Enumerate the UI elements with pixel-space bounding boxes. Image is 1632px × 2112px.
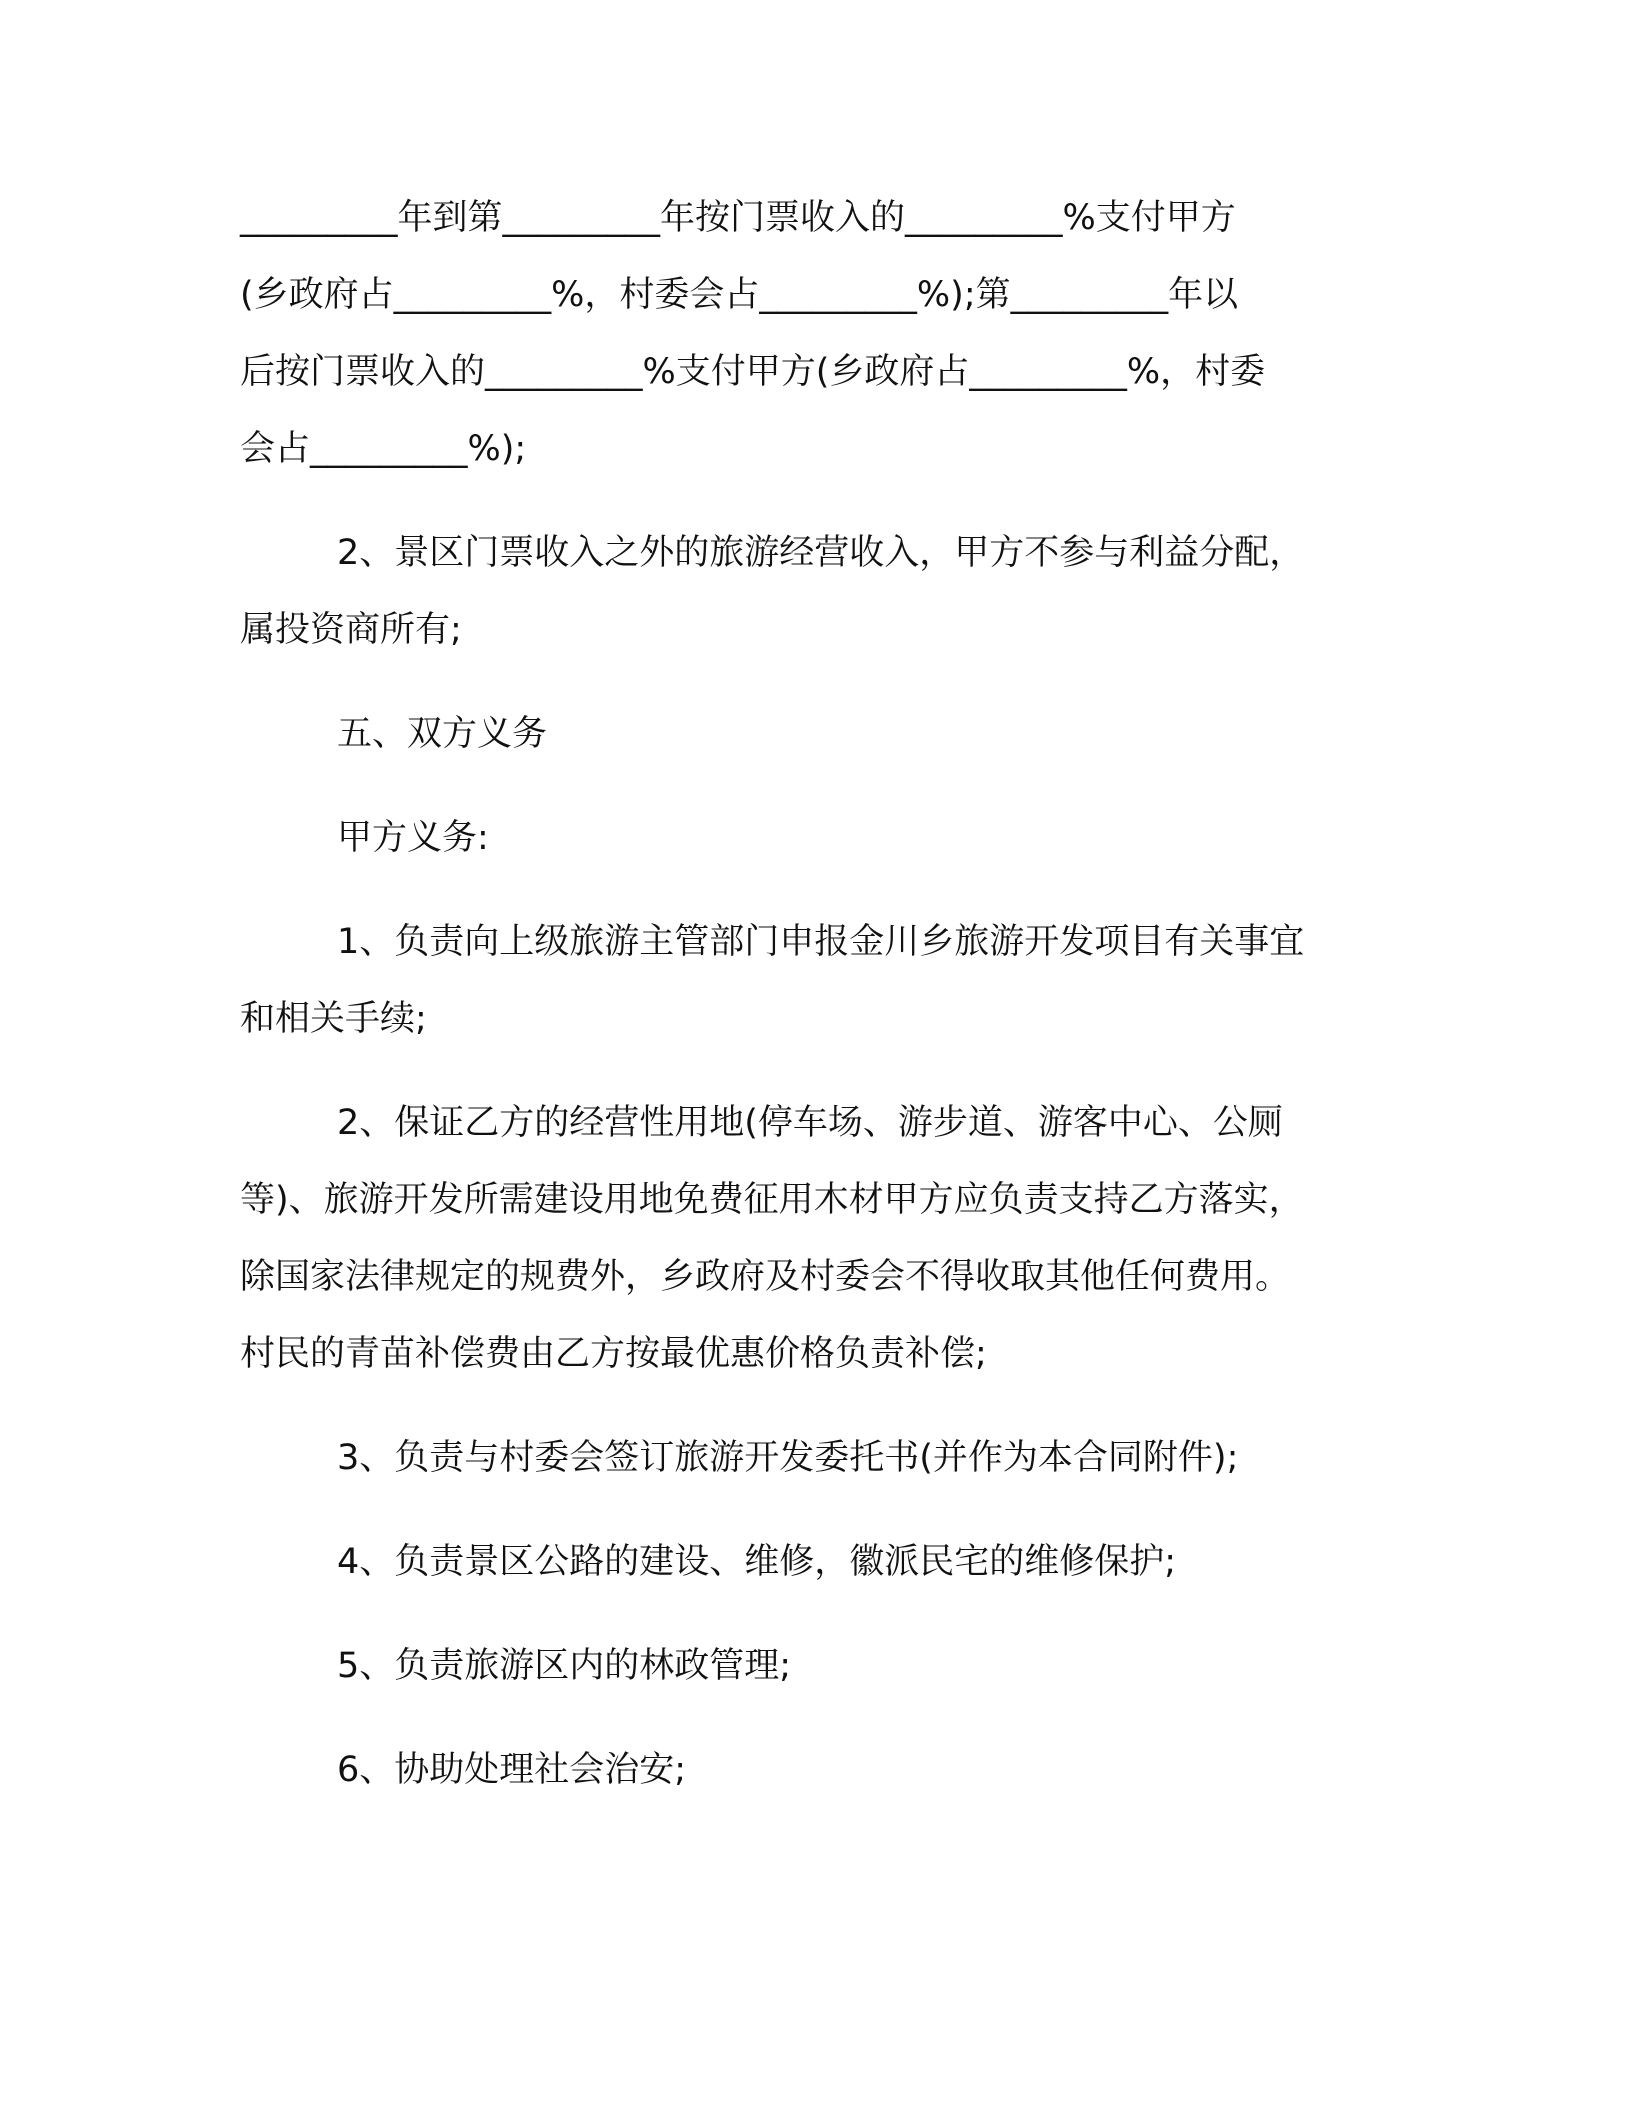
list-item-5: 5、负责旅游区内的林政管理; [337,1646,792,1686]
text-line: 村民的青苗补偿费由乙方按最优惠价格负责补偿; [240,1334,987,1374]
text-line: 和相关手续; [240,999,427,1039]
text-line: 会占_________%); [240,429,527,469]
text-line: 属投资商所有; [240,610,462,650]
list-item-4: 4、负责景区公路的建设、维修，徽派民宅的维修保护; [337,1542,1177,1582]
paragraph-other-income [240,515,1380,669]
text-line: 后按门票收入的_________%支付甲方(乡政府占_________%，村委 [240,352,1266,392]
text-line: 等)、旅游开发所需建设用地免费征用木材甲方应负责支持乙方落实， [240,1180,1304,1220]
text-line: (乡政府占_________%，村委会占_________%);第_________年以 [240,275,1239,315]
list-item-2 [240,1085,1380,1393]
list-item-1 [240,904,1380,1058]
document-body [240,180,1380,1809]
text-line: 1、负责向上级旅游主管部门申报金川乡旅游开发项目有关事宜 [337,922,1305,962]
section-heading-obligations: 五、双方义务 [337,714,548,754]
list-item-3: 3、负责与村委会签订旅游开发委托书(并作为本合同附件); [337,1438,1239,1478]
text-line: 2、景区门票收入之外的旅游经营收入，甲方不参与利益分配， [337,533,1305,573]
text-line: _________年到第_________年按门票收入的_________%支付甲方 [240,198,1236,238]
paragraph-revenue-share [240,180,1380,488]
list-item-6: 6、协助处理社会治安; [337,1750,687,1790]
subheading-party-a-obligations: 甲方义务: [337,818,489,858]
text-line: 2、保证乙方的经营性用地(停车场、游步道、游客中心、公厕 [337,1103,1283,1143]
text-line: 除国家法律规定的规费外，乡政府及村委会不得收取其他任何费用。 [240,1257,1291,1297]
